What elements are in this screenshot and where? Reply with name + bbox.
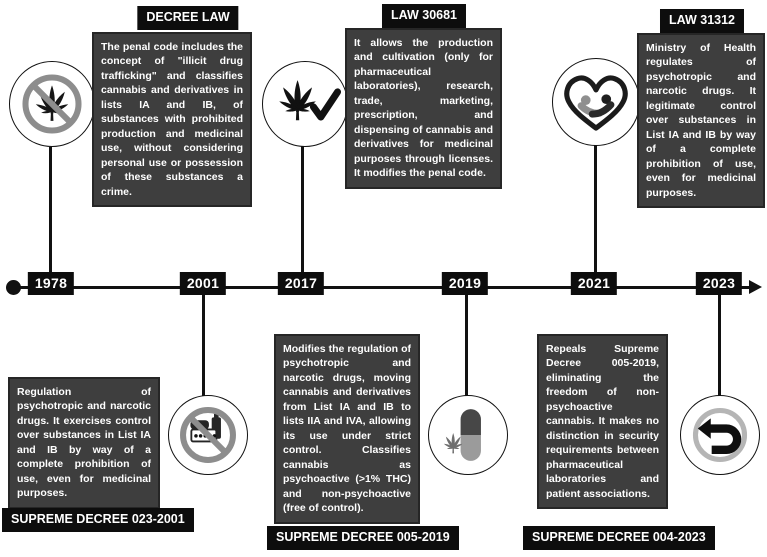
event-card-law-30681-2017: It allows the production and cultivation (only for pharmaceutical laboratories), research, trade, marketing, prescription, and dispensing of cannabis and derivatives for medicinal purposes through licenses. It modifies the penal code.	[345, 28, 502, 189]
year-marker-2023: 2023	[696, 272, 742, 295]
icon-circle-2021	[552, 58, 640, 146]
connector-2017	[301, 146, 304, 272]
cannabis-capsule-icon	[431, 398, 505, 472]
event-card-supreme-decree-023-2001: Regulation of psychotropic and narcotic drugs. It exercises control over substances in List IA and IB by way of a complete prohibition of use, even for medicinal purposes.	[8, 377, 160, 509]
icon-circle-1978	[9, 61, 95, 147]
timeline-start-dot	[6, 280, 21, 295]
year-marker-2021: 2021	[571, 272, 617, 295]
health-care-heart-hands-icon	[555, 61, 637, 143]
timeline-arrowhead-icon	[749, 280, 762, 294]
year-marker-1978: 1978	[28, 272, 74, 295]
year-marker-2019: 2019	[442, 272, 488, 295]
event-card-law-31312-2021: Ministry of Health regulates of psychotropic and narcotic drugs. It legitimate control over substances in List IA and IB by way of a complete prohibition of use, even for medicinal purposes.	[637, 33, 765, 208]
event-label-supreme-decree-005-2019: SUPREME DECREE 005-2019	[267, 526, 459, 550]
timeline-axis	[12, 286, 752, 289]
icon-circle-2023	[680, 395, 760, 475]
connector-2019	[465, 293, 468, 396]
connector-2021	[594, 145, 597, 272]
event-card-supreme-decree-005-2019: Modifies the regulation of psychotropic and narcotic drugs, moving cannabis and derivatives from List IA and IB to lists IIA and IVA, allowing its use under strict control. Classifies cannabis as psychoactive (>1% THC) and non-psychoactive (free of control).	[274, 334, 420, 524]
icon-circle-2019	[428, 395, 508, 475]
year-marker-2001: 2001	[180, 272, 226, 295]
repeal-undo-icon	[683, 398, 757, 472]
event-label-supreme-decree-023-2001: SUPREME DECREE 023-2001	[2, 508, 194, 532]
icon-circle-2001	[168, 395, 248, 475]
event-label-law-31312: LAW 31312	[660, 9, 744, 33]
event-label-supreme-decree-004-2023: SUPREME DECREE 004-2023	[523, 526, 715, 550]
event-card-supreme-decree-004-2023: Repeals Supreme Decree 005-2019, eliminating the freedom of non-psychoactive cannabis. It makes no distinction in security requirements between pharmaceutical laboratories and patient associations.	[537, 334, 668, 509]
connector-1978	[49, 147, 52, 272]
drugs-prohibited-icon	[171, 398, 245, 472]
connector-2023	[718, 293, 721, 396]
cannabis-approved-icon	[265, 64, 345, 144]
event-card-decree-law-1978: The penal code includes the concept of "illicit drug trafficking" and classifies cannabis and derivatives in lists IA and IB, of substances with prohibited production and medicinal use, without considering personal use or possession of these substances a crime.	[92, 32, 252, 207]
event-label-law-30681: LAW 30681	[382, 4, 466, 28]
year-marker-2017: 2017	[278, 272, 324, 295]
cannabis-prohibited-icon	[12, 64, 92, 144]
icon-circle-2017	[262, 61, 348, 147]
event-label-decree-law: DECREE LAW	[137, 6, 238, 30]
connector-2001	[202, 293, 205, 396]
